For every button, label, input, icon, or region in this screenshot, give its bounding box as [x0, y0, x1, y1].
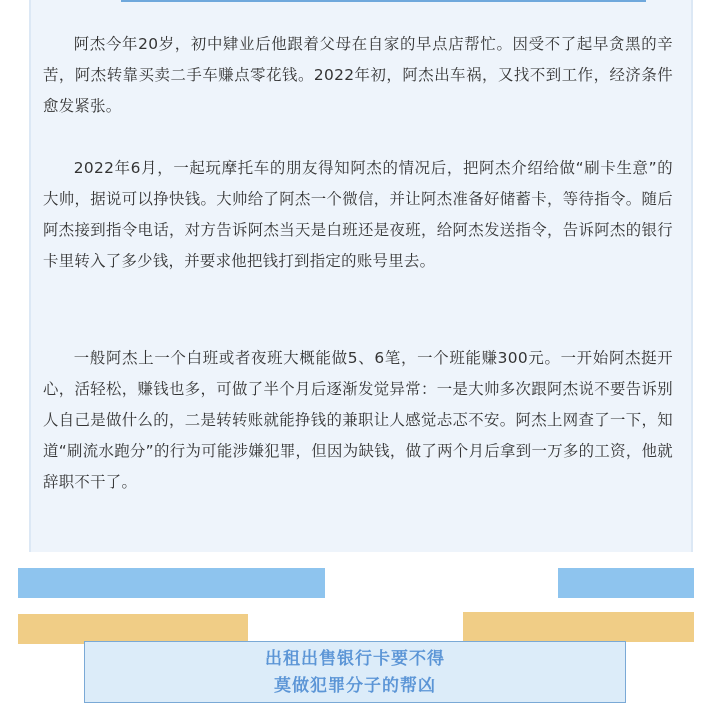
article-paragraph: 阿杰今年20岁，初中肄业后他跟着父母在自家的早点店帮忙。因受不了起早贪黑的辛苦，阿杰转靠买卖二手车赚点零花钱。2022年初，阿杰出车祸，又找不到工作，经济条件愈发紧张。: [43, 35, 673, 115]
decorative-blue-bar-left: [18, 568, 325, 598]
decorative-gold-bar-left: [18, 614, 248, 644]
article-paragraph: 一般阿杰上一个白班或者夜班大概能做5、6笔，一个班能赚300元。一开始阿杰挺开心，活轻松，赚钱也多，可做了半个月后逐渐发觉异常：一是大帅多次跟阿杰说不要告诉别人自己是做什么的，二是转转账就能挣钱的兼职让人感觉忐忑不安。阿杰上网查了一下，知道“刷流水跑分”的行为可能涉嫌犯罪，但因为缺钱，做了两个月后拿到一万多的工资，他就辞职不干了。: [43, 349, 673, 491]
article-paragraph: 2022年6月，一起玩摩托车的朋友得知阿杰的情况后，把阿杰介绍给做“刷卡生意”的大帅，据说可以挣快钱。大帅给了阿杰一个微信，并让阿杰准备好储蓄卡，等待指令。随后阿杰接到指令电话，对方告诉阿杰当天是白班还是夜班，给阿杰发送指令，告诉阿杰的银行卡里转入了多少钱，并要求他把钱打到指定的账号里去。: [43, 159, 673, 270]
decorative-gold-bar-right: [463, 612, 694, 642]
card-top-divider: [121, 0, 646, 2]
slogan-line-1: 出租出售银行卡要不得: [265, 649, 445, 669]
slogan-line-2: 莫做犯罪分子的帮凶: [274, 676, 436, 696]
decorative-blue-bar-right: [558, 568, 694, 598]
slogan-banner: [84, 641, 626, 703]
